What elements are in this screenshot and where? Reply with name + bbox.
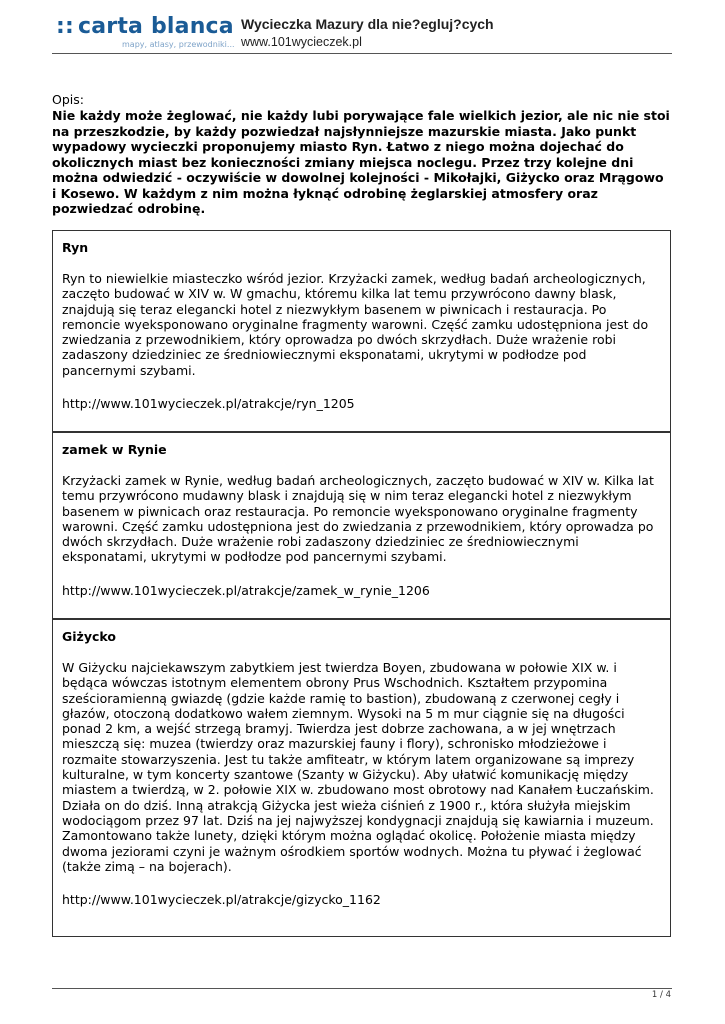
logo-wordmark [56,14,234,40]
page-header [52,10,672,54]
attraction-title: Ryn [62,240,89,255]
attraction-description: Krzyżacki zamek w Rynie, według badań archeologicznych, zaczęto budować w XIV w. Kilka lat temu przywrócono mudawny blask i znajdują się w nim teraz elegancki hotel z niezwykłym basenem w piwnicach oraz restauracja. Po remoncie wyeksponowano oryginalne fragmenty warowni. Część zamku udostępniona jest do zwiedzania z przewodnikiem, który oprowadza po dwóch skrzydłach. Duże wrażenie robi zadaszony dziedziniec ze średniowiecznymi eksponatami, ukrytymi w podłodze pod pancernymi szybami. [62,473,654,565]
intro-label: Opis: [52,92,84,107]
attraction-title: zamek w Rynie [62,442,167,457]
attraction-link[interactable]: http://www.101wycieczek.pl/atrakcje/gizycko_1162 [62,892,381,908]
header-divider [52,53,672,54]
attraction-link[interactable]: http://www.101wycieczek.pl/atrakcje/ryn_1205 [62,396,355,412]
attraction-description: W Giżycku najciekawszym zabytkiem jest twierdza Boyen, zbudowana w połowie XIX w. i będąca wówczas istotnym elementem obrony Prus Wschodnich. Kształtem przypomina sześcioramienną gwiazdę (gdzie każde ramię to bastion), zbudowaną z czerwonej cegły i głazów, otoczoną dodatkowo wałem ziemnym. Wysoki na 5 m mur ciągnie się na długości ponad 2 km, a wejść strzegą bramyj. Twierdza jest dobrze zachowana, a w jej wnętrzach mieszczą się: muzea (twierdzy oraz mazurskiej fauny i flory), schronisko młodzieżowe i rozmaite stowarzyszenia. Jest tu także amfiteatr, w którym latem organizowane są imprezy kulturalne, w tym koncerty szantowe (Szanty w Giżycku). Aby ułatwić komunikację między miastem a twierdzą, w 2. połowie XIX w. zbudowano most obrotowy nad Kanałem Łuczańskim. Działa on do dziś. Inną atrakcją Giżycka jest wieża ciśnień z 1900 r., która służyła miejskim wodociągom przez 97 lat. Dziś na jej najwyższej kondygnacji znajdują się kawiarnia i muzeum. Zamontowano także lunety, dzięki którym można oglądać okolicę. Położenie miasta między dwoma jeziorami czyni je ważnym ośrodkiem sportów wodnych. Można tu pływać i żeglować (także zimą – na bojerach). [62,660,654,874]
attraction-description: Ryn to niewielkie miasteczko wśród jezior. Krzyżacki zamek, według badań archeologicznych, zaczęto budować w XIV w. W gmachu, któremu kilka lat temu przywrócono dawny blask, znajdują się teraz elegancki hotel z niezwykłym basenem w piwnicach i restauracja. Po remoncie wyeksponowano oryginalne fragmenty warowni. Część zamku udostępniona jest do zwiedzania z przewodnikiem, który oprowadza po dwóch skrzydłach. Duże wrażenie robi zadaszony dziedziniec ze średniowiecznymi eksponatami, ukrytymi w podłodze pod pancernymi szybami. [62,271,649,378]
logo-tagline: mapy, atlasy, przewodniki... [122,40,235,49]
intro-section [52,92,672,217]
logo-text: carta blanca [78,14,234,39]
attraction-link[interactable]: http://www.101wycieczek.pl/atrakcje/zamek_w_rynie_1206 [62,582,430,598]
attraction-title: Giżycko [62,629,116,644]
attraction-box-zamek-w-rynie [52,432,671,619]
attraction-box-gizycko [52,619,671,937]
document-title: Wycieczka Mazury dla nie?egluj?cych [241,16,494,32]
page-number: 1 / 4 [651,990,671,1000]
header-url: www.101wycieczek.pl [241,35,362,49]
carta-blanca-logo [56,14,235,52]
intro-text: Nie każdy może żeglować, nie każdy lubi porywające fale wielkich jezior, ale nic nie stoi na przeszkodzie, by każdy pozwiedzał najsłynniejsze mazurskie miasta. Jako punkt wypadowy wycieczki proponujemy miasto Ryn. Łatwo z niego można dojechać do okolicznych miast bez konieczności zmiany miejsca noclegu. Przez trzy kolejne dni można odwiedzić - oczywiście w dowolnej kolejności - Mikołajki, Giżycko oraz Mrągowo i Kosewo. W każdym z nim można łyknąć odrobinę żeglarskiej atmosfery oraz pozwiedzać odrobinę. [52,108,670,216]
attraction-box-ryn [52,230,671,432]
logo-dots: :: [56,14,74,39]
footer-divider [52,988,672,989]
